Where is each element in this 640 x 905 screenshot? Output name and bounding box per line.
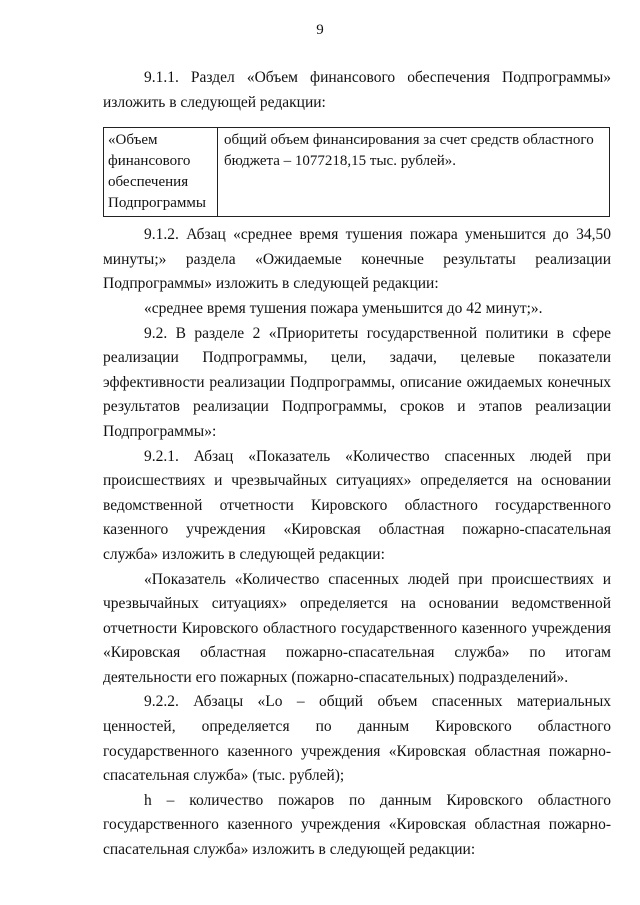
paragraph-9-2-2: 9.2.2. Абзацы «Lo – общий объем спасенных материальных ценностей, определяется по данным Кировского областного государственного казенного учреждения «Кировская областная пожарно-спасательная служба» (тыс. рублей);	[103, 693, 611, 785]
section-table	[103, 127, 610, 217]
paragraph-9-1-2: 9.1.2. Абзац «среднее время тушения пожара уменьшится до 34,50 минуты;» раздела «Ожидаемые конечные результаты реализации Подпрограммы» изложить в следующей редакции:	[103, 226, 611, 293]
paragraph-indicator: «Показатель «Количество спасенных людей при происшествиях и чрезвычайных ситуациях» определяется на основании ведомственной отчетности Кировского областного государственного казенного учреждения «Кировская областная пожарно-спасательная служба» по итогам деятельности его пожарных (пожарно-спасательных) подразделений».	[103, 570, 611, 686]
table-cell-section-name: «Объем финансового обеспечения Подпрограммы	[104, 128, 218, 217]
paragraph-9-1-1: 9.1.1. Раздел «Объем финансового обеспечения Подпрограммы» изложить в следующей редакции:	[103, 69, 611, 111]
paragraph-new-time: «среднее время тушения пожара уменьшится до 42 минут;».	[144, 299, 543, 317]
paragraph-h-definition: h – количество пожаров по данным Кировского областного государственного казенного учреждения «Кировская областная пожарно-спасательная служба» изложить в следующей редакции:	[103, 791, 611, 859]
paragraph-9-2-1: 9.2.1. Абзац «Показатель «Количество спасенных людей при происшествиях и чрезвычайных ситуациях» определяется на основании ведомственной отчетности Кировского областного государственного казенного учреждения «Кировская областная пожарно-спасательная служба» изложить в следующей редакции:	[103, 447, 611, 563]
table-cell-section-value: общий объем финансирования за счет средств областного бюджета – 1077218,15 тыс. рублей».	[218, 128, 610, 217]
table-row	[104, 128, 610, 217]
document-body	[103, 66, 611, 863]
page-number: 9	[316, 22, 324, 38]
paragraph-9-2: 9.2. В разделе 2 «Приоритеты государственной политики в сфере реализации Подпрограммы, цели, задачи, целевые показатели эффективности реализации Подпрограммы, описание ожидаемых конечных результатов реализации Подпрограммы, сроков и этапов реализации Подпрограммы»:	[103, 324, 611, 440]
